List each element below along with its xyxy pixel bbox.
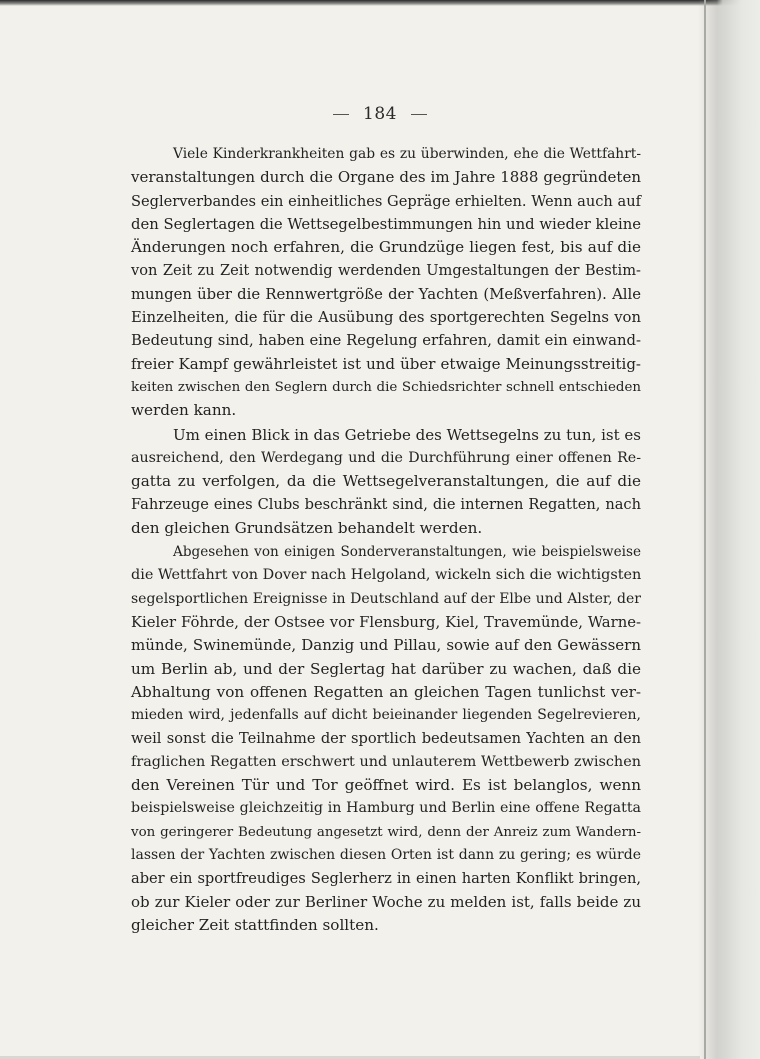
text-line: fraglichen Regatten erschwert und unlauterem Wettbewerb zwischen [131,753,641,770]
text-line: ausreichend, den Werdegang und die Durchführung einer offenen Re- [131,449,641,466]
paragraph [131,424,641,540]
page-top-edge [0,0,760,6]
page-gutter-line [704,0,706,1059]
text-line: den Seglertagen die Wettsegelbestimmungen hin und wieder kleine [131,215,641,233]
text-line: Viele Kinderkrankheiten gab es zu überwinden, ehe die Wettfahrt- [173,146,641,162]
text-line: gleicher Zeit stattfinden sollten. [131,915,379,934]
text-line: Abhaltung von offenen Regatten an gleichen Tagen tunlichst ver- [131,682,641,701]
text-line: segelsportlichen Ereignisse in Deutschland auf der Elbe und Alster, der [131,590,641,607]
text-line: keiten zwischen den Seglern durch die Schiedsrichter schnell entschieden [131,379,641,395]
text-line: freier Kampf gewährleistet ist und über etwaige Meinungsstreitig- [131,354,641,373]
text-line: um Berlin ab, und der Seglertag hat darüber zu wachen, daß die [131,659,641,678]
text-line: Seglerverbandes ein einheitliches Gepräge erhielten. Wenn auch auf [131,192,641,210]
body-text [131,143,641,938]
text-line: werden kann. [131,401,237,420]
text-line: Kieler Föhrde, der Ostsee vor Flensburg, Kiel, Travemünde, Warne- [131,613,641,631]
page-number-dash-right [411,114,427,115]
text-line: Einzelheiten, die für die Ausübung des sportgerechten Segelns von [131,309,641,327]
text-line: mungen über die Rennwertgröße der Yachten (Meßverfahren). Alle [131,285,641,303]
text-line: mieden wird, jedenfalls auf dicht beieinander liegenden Segelrevieren, [131,707,641,724]
text-line: von geringerer Bedeutung angesetzt wird, denn der Anreiz zum Wandern- [131,824,641,840]
text-line: den Vereinen Tür und Tor geöffnet wird. Es ist belanglos, wenn [131,776,641,795]
book-spine-shadow [698,0,760,1059]
text-line: Änderungen noch erfahren, die Grundzüge liegen fest, bis auf die [131,238,641,257]
text-line: münde, Swinemünde, Danzig und Pillau, sowie auf den Gewässern [131,636,641,655]
text-line: die Wettfahrt von Dover nach Helgoland, wickeln sich die wichtigsten [131,567,642,584]
text-line: Abgesehen von einigen Sonderveranstaltungen, wie beispielsweise [173,544,641,561]
page-number-header [0,104,760,124]
text-line: veranstaltungen durch die Organe des im Jahre 1888 gegründeten [131,168,641,187]
page-number-dash-left [333,114,349,115]
text-line: ob zur Kieler oder zur Berliner Woche zu melden ist, falls beide zu [131,892,641,911]
paragraph [131,541,641,937]
text-line: den gleichen Grundsätzen behandelt werden. [131,518,483,537]
text-line: Um einen Blick in das Getriebe des Wettsegelns zu tun, ist es [173,425,641,444]
text-line: lassen der Yachten zwischen diesen Orten ist dann zu gering; es würde [131,846,641,863]
text-line: beispielsweise gleichzeitig in Hamburg und Berlin eine offene Regatta [131,800,641,817]
text-line: Fahrzeuge eines Clubs beschränkt sind, die internen Regatten, nach [131,496,641,514]
text-line: aber ein sportfreudiges Seglerherz in einen harten Konflikt bringen, [131,870,641,888]
text-line: weil sonst die Teilnahme der sportlich bedeutsamen Yachten an den [131,730,641,748]
text-line: Bedeutung sind, haben eine Regelung erfahren, damit ein einwand- [131,332,641,350]
page-number: 184 [363,104,397,124]
paragraph [131,143,641,423]
text-line: gatta zu verfolgen, da die Wettsegelveranstaltungen, die auf die [131,472,641,491]
text-line: von Zeit zu Zeit notwendig werdenden Umgestaltungen der Bestim- [131,262,641,280]
